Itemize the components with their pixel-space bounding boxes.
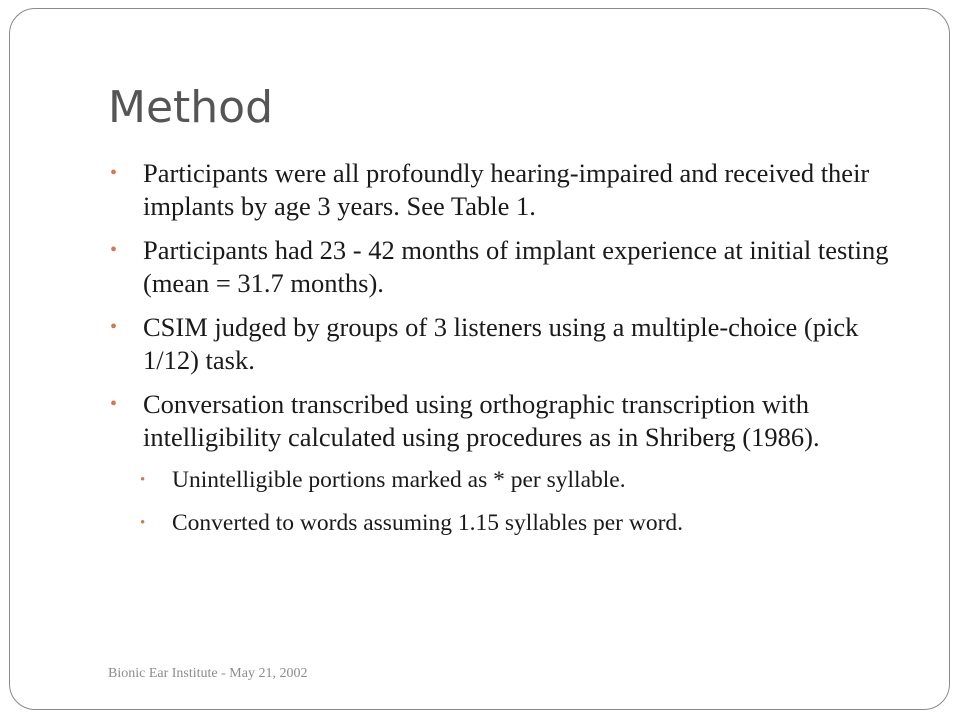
slide-title: Method <box>108 82 274 133</box>
bullet-dot-icon: • <box>140 472 146 488</box>
bullet-text: CSIM judged by groups of 3 listeners using a multiple-choice (pick 1/12) task. <box>143 312 859 375</box>
bullet-item <box>108 234 918 300</box>
bullet-text: Participants were all profoundly hearing-impaired and received their implants by age 3 years. See Table 1. <box>143 158 870 221</box>
bullet-dot-icon: • <box>140 515 146 531</box>
bullet-dot-icon: • <box>110 316 118 338</box>
bullet-dot-icon: • <box>110 393 118 415</box>
sub-bullet-text: Converted to words assuming 1.15 syllables per word. <box>172 510 684 536</box>
slide-footer: Bionic Ear Institute - May 21, 2002 <box>108 666 308 681</box>
sub-bullet-item <box>108 508 918 538</box>
sub-bullet-item <box>108 465 918 495</box>
bullet-item <box>108 388 918 454</box>
bullet-text: Conversation transcribed using orthographic transcription with intelligibility calculated using procedures as in Shriberg (1986). <box>143 389 820 452</box>
bullet-item <box>108 157 918 223</box>
bullet-dot-icon: • <box>110 239 118 261</box>
bullet-text: Participants had 23 - 42 months of implant experience at initial testing (mean = 31.7 months). <box>143 235 889 298</box>
bullet-dot-icon: • <box>110 162 118 184</box>
slide-content <box>108 157 918 551</box>
bullet-item <box>108 311 918 377</box>
sub-bullet-text: Unintelligible portions marked as * per syllable. <box>172 467 626 493</box>
